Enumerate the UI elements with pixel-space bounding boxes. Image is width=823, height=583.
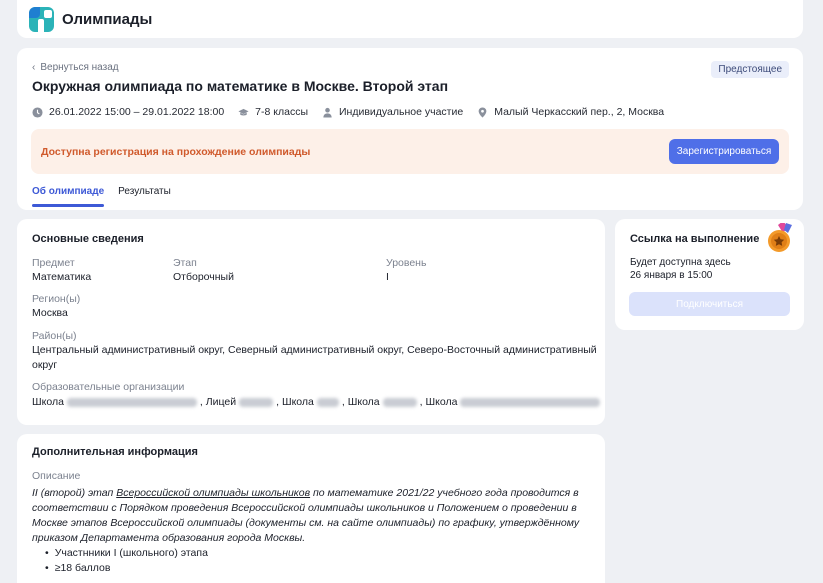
district-label: Район(ы) xyxy=(32,330,77,342)
registration-banner xyxy=(31,129,789,174)
description-label: Описание xyxy=(32,470,81,482)
additional-info-card xyxy=(17,434,605,583)
stage-label: Этап xyxy=(173,257,197,269)
link-availability: Будет доступна здесь 26 января в 15:00 xyxy=(630,257,731,281)
org-item: Школа xyxy=(32,396,64,408)
section-title-additional: Дополнительная информация xyxy=(32,446,198,458)
person-icon xyxy=(322,107,333,118)
link-card-title: Ссылка на выполнение xyxy=(630,233,760,245)
org-item: Школа xyxy=(281,396,314,408)
page-title: Окружная олимпиада по математике в Москве. Второй этап xyxy=(32,78,449,94)
location-pin-icon xyxy=(477,107,488,118)
registration-text: Доступна регистрация на прохождение олимпиады xyxy=(41,146,311,158)
meta-participation: Индивидуальное участие xyxy=(322,106,463,118)
basic-info-card xyxy=(17,219,605,425)
tab-results[interactable]: Результаты xyxy=(118,186,171,197)
subject-label: Предмет xyxy=(32,257,75,269)
criteria-list xyxy=(45,546,208,576)
org-item: Лицей xyxy=(205,396,237,408)
meta-grades: 7-8 классы xyxy=(238,106,308,118)
olympiad-summary-card xyxy=(17,48,803,210)
list-item: • Участнники I (школьного) этапа xyxy=(45,546,208,561)
graduation-cap-icon xyxy=(238,107,249,118)
stage-value: Отборочный xyxy=(173,271,234,283)
app-title: Олимпиады xyxy=(62,11,153,28)
tab-about[interactable]: Об олимпиаде xyxy=(32,186,104,207)
description-text: II (второй) этап Всероссийской олимпиады школьников по математике 2021/22 учебного года проводится в соответствии с Порядком проведения Всероссийской олимпиады школьников и Положением о проведении в Москве этапов Всероссийской олимпиады (документы см. на сайте олимпиады) по графику, утверждённому приказом Департамента образования города Москвы. xyxy=(32,487,580,544)
register-button[interactable]: Зарегистрироваться xyxy=(669,139,779,164)
tab-bar xyxy=(32,186,185,207)
list-item: • ≥18 баллов xyxy=(45,561,208,576)
app-logo-icon[interactable] xyxy=(29,7,54,32)
subject-value: Математика xyxy=(32,271,92,283)
chevron-left-icon: ‹ xyxy=(32,62,36,73)
district-value-line1: Центральный административный округ, Северный административный округ, Северо-Восточный административный xyxy=(32,344,597,356)
orgs-list: Школа , Лицей , Школа , Школа , Школа xyxy=(32,395,603,410)
region-label: Регион(ы) xyxy=(32,293,81,305)
back-link[interactable] xyxy=(32,62,119,73)
clock-icon xyxy=(32,107,43,118)
org-item: Школа xyxy=(347,396,380,408)
back-link-label: Вернуться назад xyxy=(40,62,119,73)
meta-dates: 26.01.2022 15:00 – 29.01.2022 18:00 xyxy=(32,106,224,118)
status-badge: Предстоящее xyxy=(711,61,789,78)
level-value: I xyxy=(386,271,389,283)
connect-button[interactable]: Подключиться xyxy=(629,292,790,316)
app-header xyxy=(17,0,803,38)
district-value-line2: округ xyxy=(32,359,58,371)
orgs-label: Образовательные организации xyxy=(32,381,185,393)
meta-address: Малый Черкасский пер., 2, Москва xyxy=(477,106,664,118)
level-label: Уровень xyxy=(386,257,427,269)
region-value: Москва xyxy=(32,307,68,319)
org-item: Школа xyxy=(425,396,458,408)
section-title-basic: Основные сведения xyxy=(32,233,144,245)
link-card xyxy=(615,219,804,330)
olympiad-link[interactable]: Всероссийской олимпиады школьников xyxy=(116,487,311,499)
medal-icon xyxy=(764,223,794,253)
olympiad-meta xyxy=(32,106,678,118)
